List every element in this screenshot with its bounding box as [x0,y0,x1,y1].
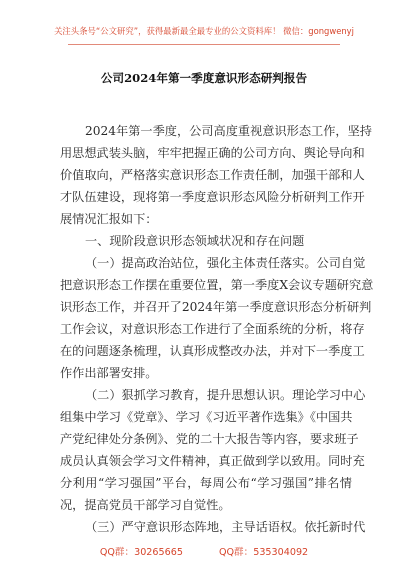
paragraph-line: 识形态工作，并召开了2024年第一季度意识形态分析研判 [60,300,372,314]
paragraph-line: 况，提高党员干部学习自觉性。 [60,498,231,512]
paragraph-line: 组集中学习《党章》、学习《习近平著作选集》《中国共 [60,410,353,424]
paragraph-line: 产党纪律处分条例》、党的二十大报告等内容，要求班子 [60,432,359,446]
qq-group-1: QQ群：30265665 [99,547,183,558]
paragraph-line: 分利用“学习强国”平台，每周公布“学习强国”排名情 [60,476,352,490]
paragraph-line: （二）狠抓学习教育，提升思想认识。理论学习中心 [85,388,366,402]
paragraph-line: 作作出部署安排。 [60,366,158,380]
paragraph-line: 在的问题逐条梳理，认真形成整改办法，并对下一季度工 [60,344,365,358]
paragraph-line: （三）严守意识形态阵地，主导话语权。依托新时代 [85,520,366,534]
intro-line: 2024年第一季度，公司高度重视意识形态工作，坚持 [85,124,372,138]
paragraph-line: 成员认真领会学习文件精神，真正做到学以致用。同时充 [60,454,365,468]
intro-line: 价值取向，严格落实意识形态工作责任制，加强干部和人 [60,168,365,182]
header-banner: 关注头条号“公文研究”，获得最新最全最专业的公文资料库！ 微信：gongwenyj [54,26,354,36]
qq-group-2: QQ群：535304092 [218,547,309,558]
intro-line: 才队伍建设，现将第一季度意识形态风险分析研判工作开 [60,190,365,204]
intro-line: 用思想武装头脑，牢牢把握正确的公司方向、舆论导向和 [60,146,365,160]
paragraph-line: （一）提高政治站位，强化主体责任落实。公司自觉 [85,256,366,270]
intro-line: 展情况汇报如下： [60,212,158,226]
paragraph-line: 把意识形态工作摆在重要位置，第一季度X会议专题研究意 [60,278,374,292]
document-title: 公司2024年第一季度意识形态研判报告 [100,71,308,85]
section-heading: 一、现阶段意识形态领域状况和存在问题 [85,234,305,248]
footer-contact [0,547,408,559]
paragraph-line: 工作会议，对意识形态工作进行了全面系统的分析，将存 [60,322,365,336]
header-divider [68,44,340,45]
